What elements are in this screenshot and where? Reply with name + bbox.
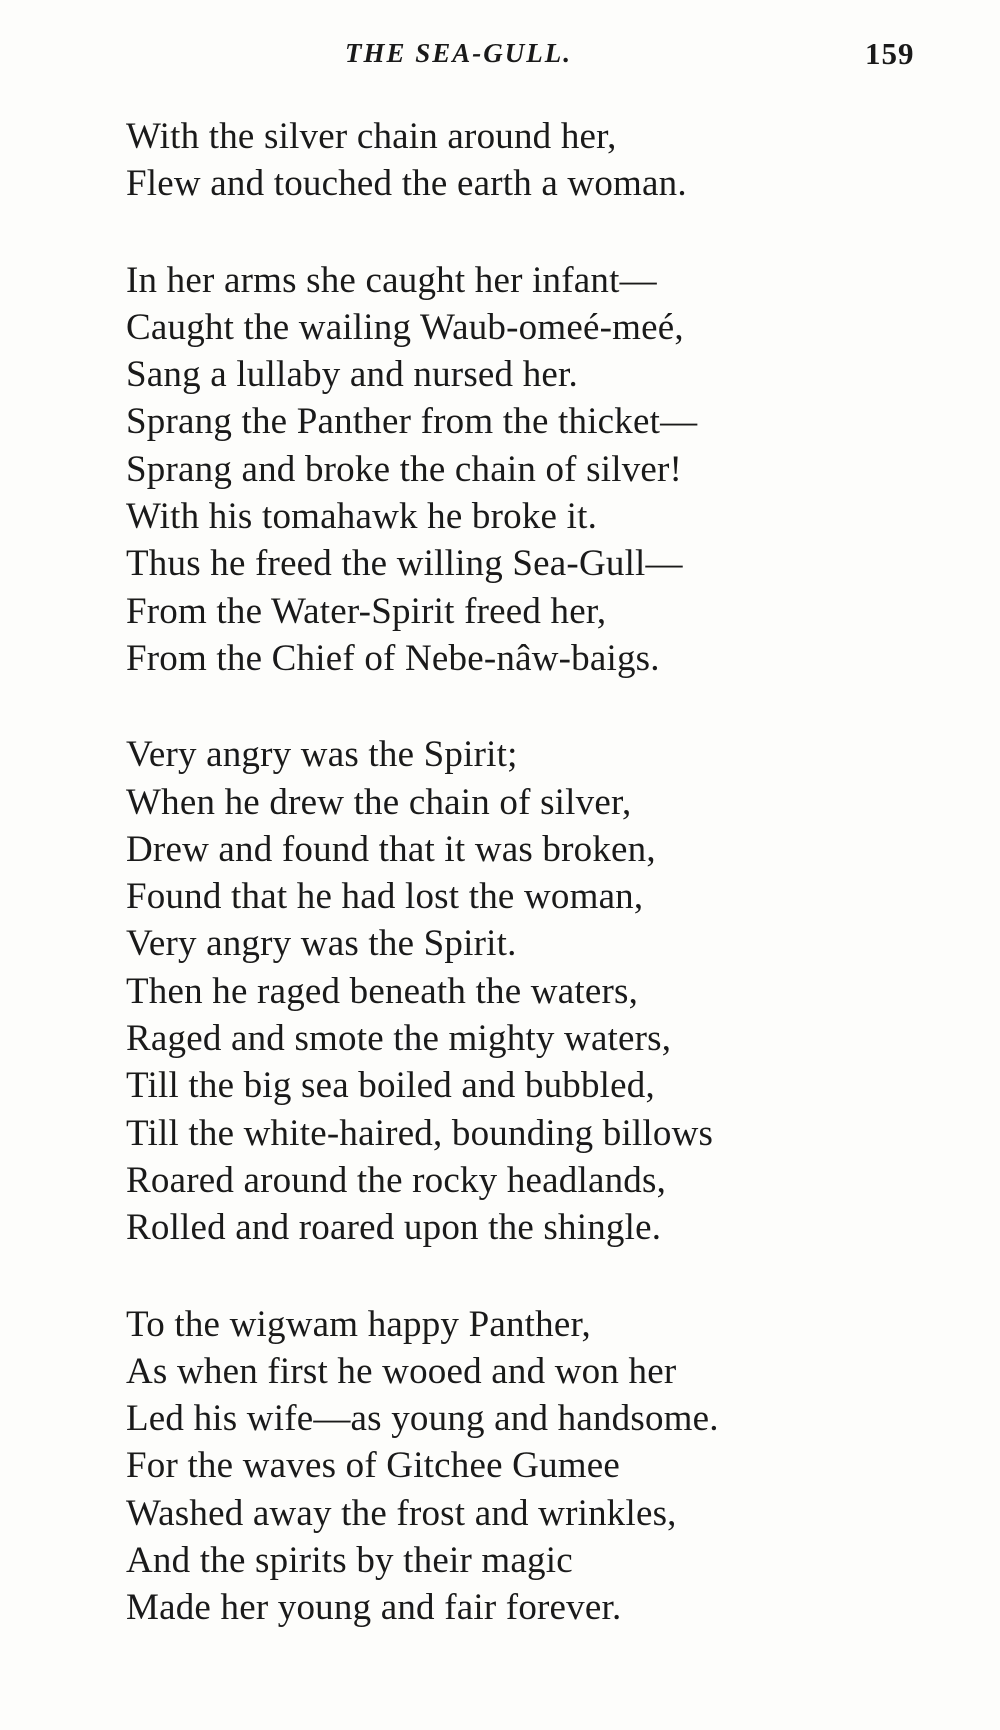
poem-line: As when first he wooed and won her bbox=[126, 1350, 677, 1392]
poem-body bbox=[126, 113, 886, 1681]
stanza-3 bbox=[126, 731, 886, 1251]
poem-line: Till the white-haired, bounding billows bbox=[126, 1112, 714, 1154]
poem-line: And the spirits by their magic bbox=[126, 1540, 573, 1582]
poem-line: Till the big sea boiled and bubbled, bbox=[126, 1065, 655, 1107]
poem-line: Drew and found that it was broken, bbox=[126, 828, 656, 870]
poem-line: From the Water-Spirit freed her, bbox=[126, 590, 607, 632]
poem-line: To the wigwam happy Panther, bbox=[126, 1303, 591, 1345]
poem-line: Found that he had lost the woman, bbox=[126, 876, 644, 918]
poem-line: Then he raged beneath the waters, bbox=[126, 970, 639, 1012]
poem-line: For the waves of Gitchee Gumee bbox=[126, 1445, 621, 1487]
poem-line: When he drew the chain of silver, bbox=[126, 781, 632, 823]
poem-line: Roared around the rocky headlands, bbox=[126, 1159, 667, 1201]
poem-line: Sang a lullaby and nursed her. bbox=[126, 354, 578, 396]
poem-line: Flew and touched the earth a woman. bbox=[126, 163, 687, 205]
running-head-title: THE SEA-GULL. bbox=[345, 38, 573, 68]
poem-line: Sprang the Panther from the thicket— bbox=[126, 401, 698, 443]
poem-line: Made her young and fair forever. bbox=[126, 1587, 622, 1629]
poem-line: Thus he freed the willing Sea-Gull— bbox=[126, 543, 683, 585]
poem-line: Very angry was the Spirit; bbox=[126, 734, 518, 776]
poem-line: With the silver chain around her, bbox=[126, 116, 617, 157]
poem-line: Sprang and broke the chain of silver! bbox=[126, 448, 683, 490]
poem-line: Washed away the frost and wrinkles, bbox=[126, 1492, 677, 1534]
poem-line: Raged and smote the mighty waters, bbox=[126, 1018, 672, 1060]
poem-line: With his tomahawk he broke it. bbox=[126, 496, 598, 538]
poem-line: From the Chief of Nebe-nâw-baigs. bbox=[126, 637, 660, 679]
poem-line: Very angry was the Spirit. bbox=[126, 923, 517, 965]
poem-line: In her arms she caught her infant— bbox=[126, 259, 657, 301]
running-head bbox=[0, 38, 1000, 78]
stanza-2 bbox=[126, 257, 886, 683]
poem-line: Caught the wailing Waub-omeé-meé, bbox=[126, 306, 684, 348]
poem-line: Rolled and roared upon the shingle. bbox=[126, 1207, 662, 1249]
stanza-4 bbox=[126, 1301, 886, 1632]
page-number: 159 bbox=[865, 36, 915, 71]
poem-line: Led his wife—as young and handsome. bbox=[126, 1398, 719, 1440]
stanza-1 bbox=[126, 113, 886, 208]
